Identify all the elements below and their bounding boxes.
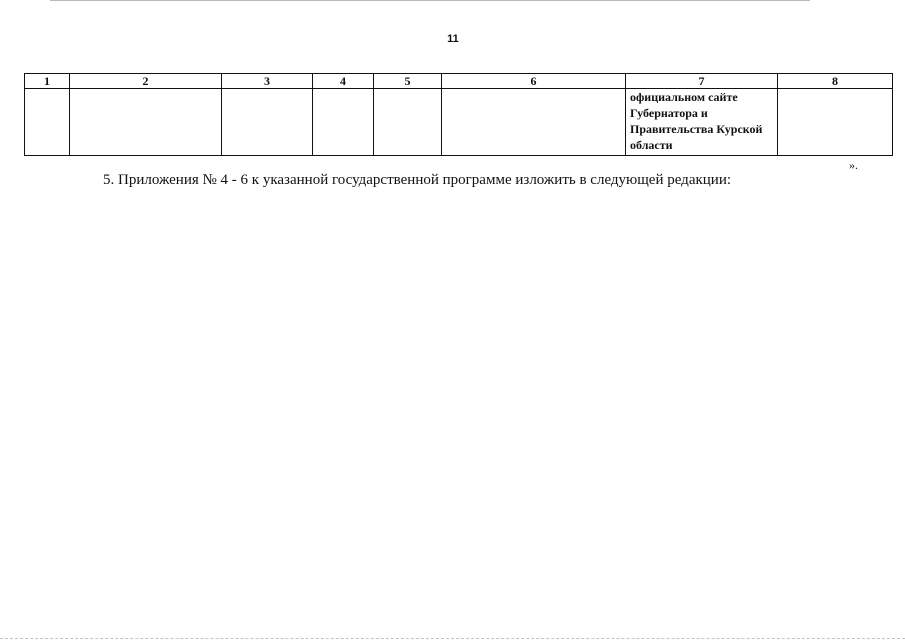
column-header: 8 bbox=[778, 74, 893, 89]
column-header: 2 bbox=[70, 74, 222, 89]
column-header: 5 bbox=[374, 74, 442, 89]
table-cell: официальном сайте Губернатора и Правительства Курской области bbox=[626, 89, 778, 156]
document-table bbox=[24, 73, 893, 156]
column-header: 3 bbox=[222, 74, 313, 89]
table-header-row bbox=[25, 74, 893, 89]
table-cell bbox=[70, 89, 222, 156]
table-cell bbox=[313, 89, 374, 156]
scan-edge-bottom bbox=[0, 638, 905, 639]
column-header: 6 bbox=[442, 74, 626, 89]
scan-edge-top bbox=[50, 0, 810, 1]
column-header: 1 bbox=[25, 74, 70, 89]
table-cell bbox=[374, 89, 442, 156]
column-header: 4 bbox=[313, 74, 374, 89]
amendment-paragraph: 5. Приложения № 4 - 6 к указанной государственной программе изложить в следующей редакции: bbox=[103, 172, 732, 188]
column-header: 7 bbox=[626, 74, 778, 89]
table-cell bbox=[222, 89, 313, 156]
page-number: 11 bbox=[447, 33, 459, 45]
closing-quote: ». bbox=[849, 158, 858, 172]
table-row bbox=[25, 89, 893, 156]
table-cell bbox=[25, 89, 70, 156]
table-cell bbox=[778, 89, 893, 156]
table-cell bbox=[442, 89, 626, 156]
